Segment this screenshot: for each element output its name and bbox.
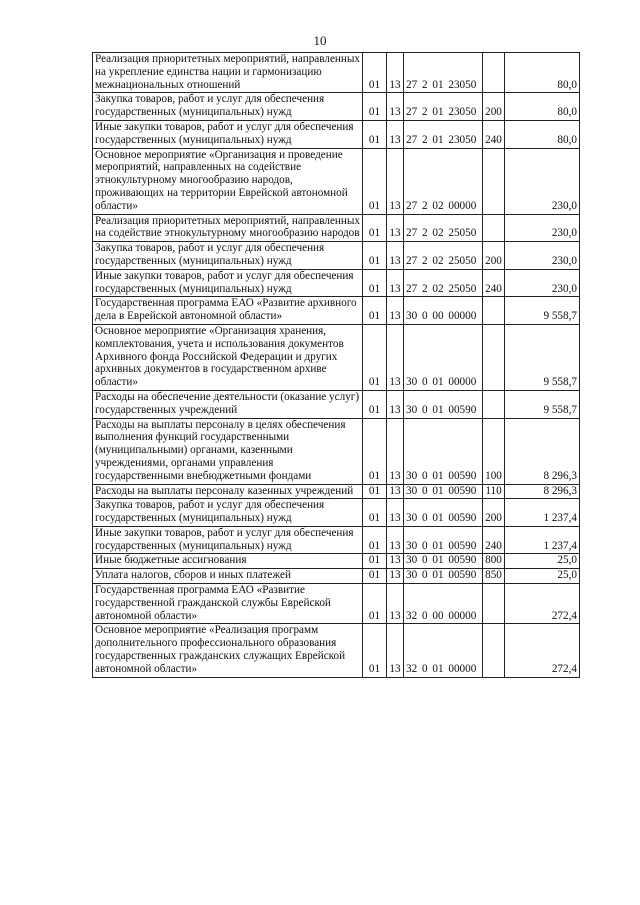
target-article-code: 30 0 01 00590	[404, 484, 483, 499]
expense-type-code: 110	[483, 484, 505, 499]
amount: 1 237,4	[505, 499, 580, 527]
section-code: 01	[363, 214, 387, 242]
expense-type-code: 240	[483, 269, 505, 297]
target-article-code: 27 2 02 25050	[404, 269, 483, 297]
row-name: Закупка товаров, работ и услуг для обеспечения государственных (муниципальных) нужд	[93, 93, 363, 121]
expense-type-code: 100	[483, 418, 505, 484]
target-article-code: 27 2 02 25050	[404, 214, 483, 242]
amount: 9 558,7	[505, 324, 580, 390]
row-name: Реализация приоритетных мероприятий, направленных на укрепление единства нации и гармонизацию межнациональных отношений	[93, 53, 363, 93]
target-article-code: 32 0 01 00000	[404, 624, 483, 677]
expense-type-code: 200	[483, 93, 505, 121]
page-number: 10	[313, 33, 327, 48]
subsection-code: 13	[387, 390, 404, 418]
section-code: 01	[363, 569, 387, 584]
section-code: 01	[363, 148, 387, 214]
expense-type-code: 200	[483, 499, 505, 527]
table-row	[93, 484, 580, 499]
amount: 80,0	[505, 93, 580, 121]
expense-type-code	[483, 584, 505, 624]
target-article-code: 32 0 00 00000	[404, 584, 483, 624]
section-code: 01	[363, 324, 387, 390]
expense-type-code	[483, 297, 505, 325]
row-name: Расходы на обеспечение деятельности (оказание услуг) государственных учреждений	[93, 390, 363, 418]
row-name: Закупка товаров, работ и услуг для обеспечения государственных (муниципальных) нужд	[93, 499, 363, 527]
amount: 272,4	[505, 624, 580, 677]
row-name: Основное мероприятие «Реализация программ дополнительного профессионального образования государственных гражданских служащих Еврейской автономной области»	[93, 624, 363, 677]
target-article-code: 30 0 01 00590	[404, 569, 483, 584]
subsection-code: 13	[387, 269, 404, 297]
expense-type-code: 850	[483, 569, 505, 584]
target-article-code: 30 0 01 00590	[404, 499, 483, 527]
row-name: Реализация приоритетных мероприятий, направленных на содействие этнокультурному многообразию народов	[93, 214, 363, 242]
expense-type-code: 200	[483, 242, 505, 270]
table-row	[93, 390, 580, 418]
table-row	[93, 93, 580, 121]
table-row	[93, 120, 580, 148]
subsection-code: 13	[387, 584, 404, 624]
subsection-code: 13	[387, 569, 404, 584]
target-article-code: 27 2 01 23050	[404, 53, 483, 93]
row-name: Закупка товаров, работ и услуг для обеспечения государственных (муниципальных) нужд	[93, 242, 363, 270]
row-name: Иные бюджетные ассигнования	[93, 554, 363, 569]
section-code: 01	[363, 484, 387, 499]
table-row	[93, 214, 580, 242]
row-name: Основное мероприятие «Организация и проведение мероприятий, направленных на содействие этнокультурному многообразию народов, проживающих на территории Еврейской автономной области»	[93, 148, 363, 214]
row-name: Уплата налогов, сборов и иных платежей	[93, 569, 363, 584]
table-row	[93, 418, 580, 484]
table-row	[93, 499, 580, 527]
expense-type-code: 800	[483, 554, 505, 569]
expense-type-code	[483, 324, 505, 390]
section-code: 01	[363, 297, 387, 325]
table-row	[93, 584, 580, 624]
subsection-code: 13	[387, 324, 404, 390]
expense-type-code: 240	[483, 526, 505, 554]
table-row	[93, 526, 580, 554]
amount: 1 237,4	[505, 526, 580, 554]
subsection-code: 13	[387, 120, 404, 148]
row-name: Иные закупки товаров, работ и услуг для обеспечения государственных (муниципальных) нужд	[93, 120, 363, 148]
target-article-code: 30 0 01 00590	[404, 390, 483, 418]
amount: 230,0	[505, 148, 580, 214]
amount: 230,0	[505, 242, 580, 270]
subsection-code: 13	[387, 93, 404, 121]
table-row	[93, 324, 580, 390]
target-article-code: 30 0 01 00590	[404, 418, 483, 484]
target-article-code: 30 0 01 00590	[404, 526, 483, 554]
row-name: Расходы на выплаты персоналу в целях обеспечения выполнения функций государственными (муниципальными) органами, казенными учреждениями, органами управления государственными внебюджетными фондами	[93, 418, 363, 484]
subsection-code: 13	[387, 148, 404, 214]
amount: 25,0	[505, 569, 580, 584]
expense-type-code: 240	[483, 120, 505, 148]
subsection-code: 13	[387, 418, 404, 484]
subsection-code: 13	[387, 53, 404, 93]
target-article-code: 30 0 01 00000	[404, 324, 483, 390]
section-code: 01	[363, 242, 387, 270]
amount: 230,0	[505, 269, 580, 297]
subsection-code: 13	[387, 297, 404, 325]
table-row	[93, 554, 580, 569]
expense-type-code	[483, 53, 505, 93]
subsection-code: 13	[387, 242, 404, 270]
expense-type-code	[483, 148, 505, 214]
expense-type-code	[483, 390, 505, 418]
target-article-code: 27 2 02 00000	[404, 148, 483, 214]
table-row	[93, 569, 580, 584]
budget-table	[92, 52, 580, 678]
section-code: 01	[363, 624, 387, 677]
section-code: 01	[363, 390, 387, 418]
table-row	[93, 269, 580, 297]
row-name: Расходы на выплаты персоналу казенных учреждений	[93, 484, 363, 499]
amount: 8 296,3	[505, 418, 580, 484]
section-code: 01	[363, 418, 387, 484]
row-name: Иные закупки товаров, работ и услуг для обеспечения государственных (муниципальных) нужд	[93, 269, 363, 297]
expense-type-code	[483, 214, 505, 242]
amount: 272,4	[505, 584, 580, 624]
table-row	[93, 242, 580, 270]
subsection-code: 13	[387, 526, 404, 554]
amount: 80,0	[505, 120, 580, 148]
target-article-code: 27 2 01 23050	[404, 93, 483, 121]
section-code: 01	[363, 554, 387, 569]
subsection-code: 13	[387, 214, 404, 242]
table-row	[93, 148, 580, 214]
subsection-code: 13	[387, 554, 404, 569]
amount: 80,0	[505, 53, 580, 93]
amount: 8 296,3	[505, 484, 580, 499]
subsection-code: 13	[387, 484, 404, 499]
amount: 9 558,7	[505, 297, 580, 325]
row-name: Государственная программа ЕАО «Развитие государственной гражданской службы Еврейской автономной области»	[93, 584, 363, 624]
section-code: 01	[363, 499, 387, 527]
subsection-code: 13	[387, 499, 404, 527]
amount: 230,0	[505, 214, 580, 242]
row-name: Государственная программа ЕАО «Развитие архивного дела в Еврейской автономной области»	[93, 297, 363, 325]
table-row	[93, 53, 580, 93]
section-code: 01	[363, 53, 387, 93]
amount: 9 558,7	[505, 390, 580, 418]
section-code: 01	[363, 584, 387, 624]
subsection-code: 13	[387, 624, 404, 677]
section-code: 01	[363, 93, 387, 121]
row-name: Основное мероприятие «Организация хранения, комплектования, учета и использования документов Архивного фонда Российской Федерации и других архивных документов в государственном архиве области»	[93, 324, 363, 390]
target-article-code: 30 0 00 00000	[404, 297, 483, 325]
section-code: 01	[363, 526, 387, 554]
target-article-code: 30 0 01 00590	[404, 554, 483, 569]
table-row	[93, 624, 580, 677]
expense-type-code	[483, 624, 505, 677]
amount: 25,0	[505, 554, 580, 569]
target-article-code: 27 2 02 25050	[404, 242, 483, 270]
table-row	[93, 297, 580, 325]
section-code: 01	[363, 269, 387, 297]
row-name: Иные закупки товаров, работ и услуг для обеспечения государственных (муниципальных) нужд	[93, 526, 363, 554]
section-code: 01	[363, 120, 387, 148]
target-article-code: 27 2 01 23050	[404, 120, 483, 148]
